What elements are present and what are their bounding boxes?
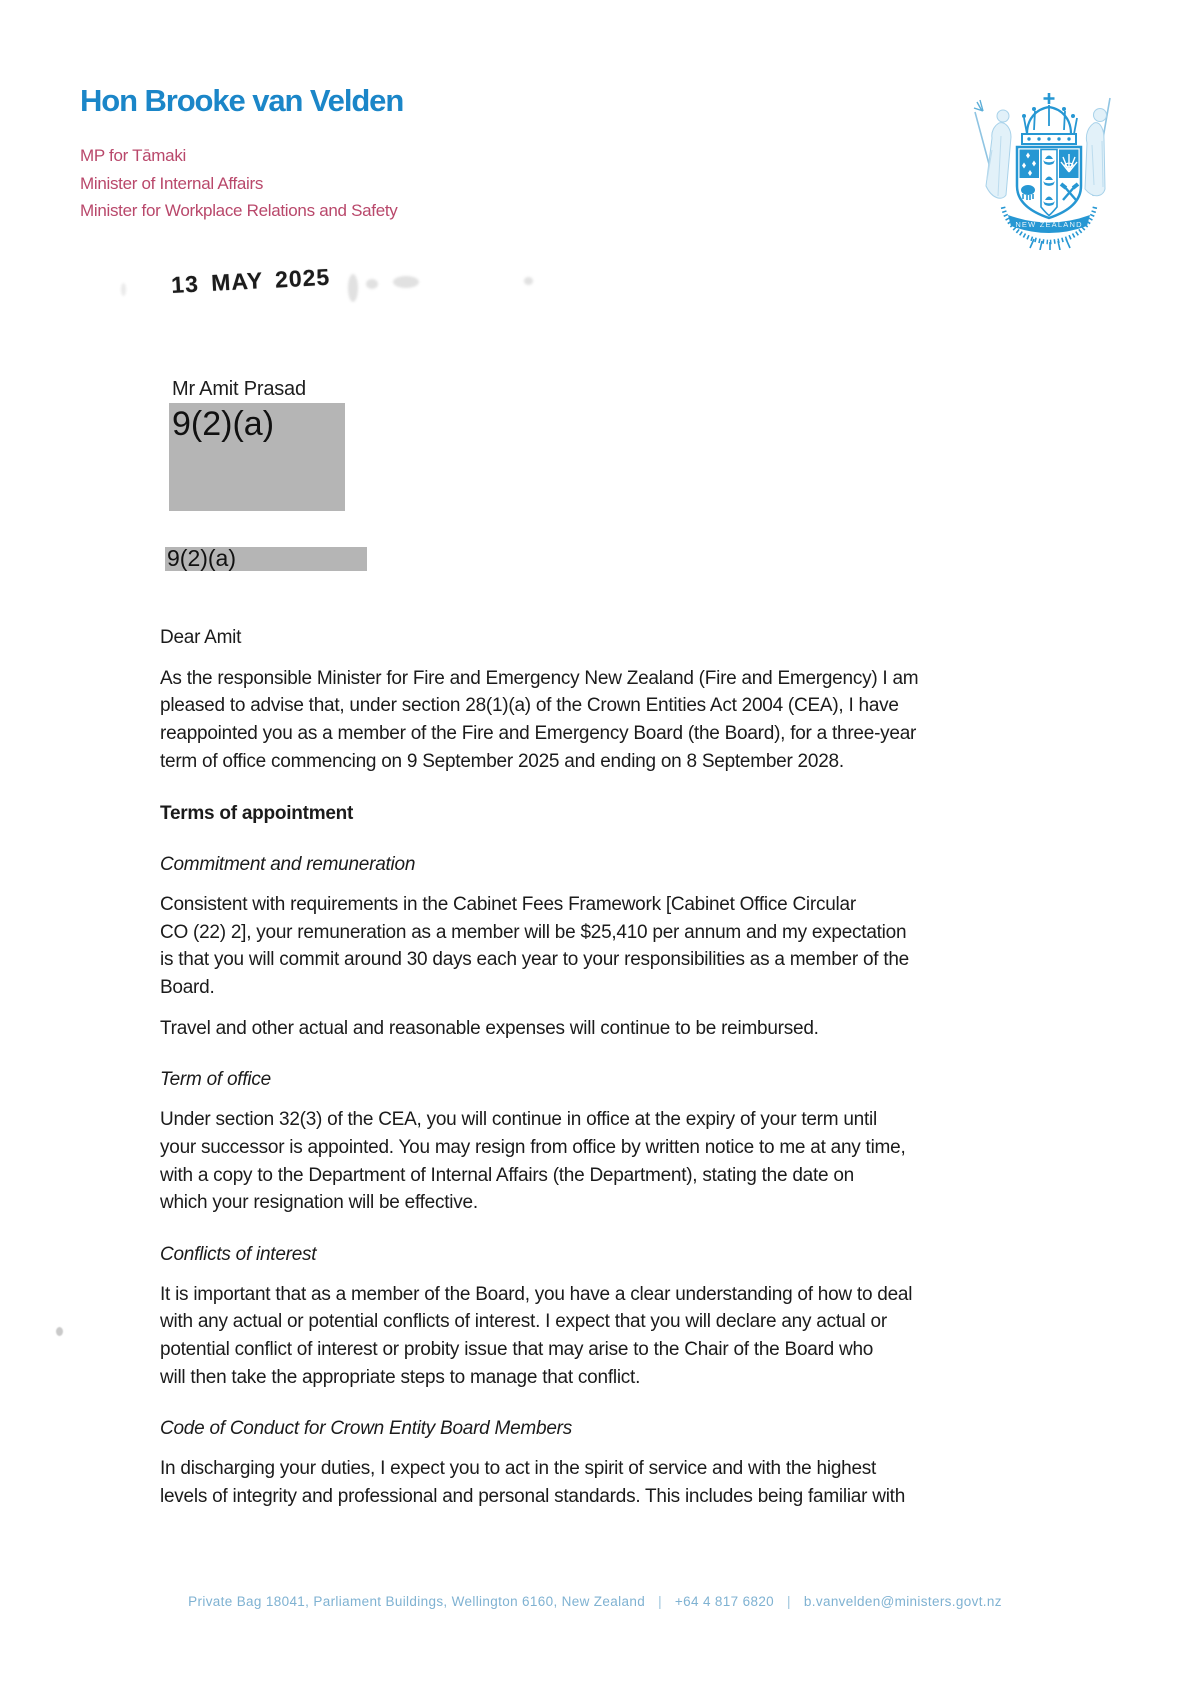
sender-name: Hon Brooke van Velden <box>80 83 404 118</box>
subheading-term-of-office: Term of office <box>160 1069 271 1091</box>
sender-role-internal-affairs: Minister of Internal Affairs <box>80 173 264 193</box>
heading-terms-of-appointment: Terms of appointment <box>160 802 354 824</box>
body-line: your successor is appointed. You may resign from office by written notice to me at any time, <box>160 1136 906 1158</box>
footer-email: b.vanvelden@ministers.govt.nz <box>803 1594 1002 1609</box>
body-line: is that you will commit around 30 days each year to your responsibilities as a member of the <box>160 949 909 971</box>
scan-smudge <box>121 283 126 296</box>
body-line: Under section 32(3) of the CEA, you will continue in office at the expiry of your term until <box>160 1109 877 1131</box>
letter-body <box>160 624 1000 1524</box>
body-line: will then take the appropriate steps to manage that conflict. <box>160 1366 641 1388</box>
body-line: Board. <box>160 977 215 999</box>
footer-separator: | <box>658 1594 662 1609</box>
subheading-commitment-and-remuneration: Commitment and remuneration <box>160 854 416 876</box>
paragraph-term-of-office <box>160 1106 1000 1217</box>
salutation: Dear Amit <box>160 627 242 648</box>
redaction-code: 9(2)(a) <box>172 405 275 443</box>
recipient-name: Mr Amit Prasad <box>172 378 306 400</box>
crest-banner-text: NEW ZEALAND <box>1015 220 1083 229</box>
scan-smudge <box>366 279 378 289</box>
body-line: with any actual or potential conflicts of interest. I expect that you will declare any actual or <box>160 1311 887 1333</box>
body-line: with a copy to the Department of Internal Affairs (the Department), stating the date on <box>160 1164 854 1186</box>
body-line: potential conflict of interest or probity issue that may arise to the Chair of the Board who <box>160 1339 874 1361</box>
body-line: levels of integrity and professional and personal standards. This includes being familiar with <box>160 1485 906 1507</box>
body-line: CO (22) 2], your remuneration as a member will be $25,410 per annum and my expectation <box>160 921 907 943</box>
footer-separator: | <box>787 1594 791 1609</box>
nz-coat-of-arms-icon <box>962 90 1122 250</box>
redaction-code: 9(2)(a) <box>167 545 237 571</box>
footer <box>0 1594 1190 1609</box>
body-line: which your resignation will be effective. <box>160 1192 478 1214</box>
scan-smudge <box>56 1327 63 1336</box>
redaction-box-contact <box>165 547 367 571</box>
body-line: In discharging your duties, I expect you to act in the spirit of service and with the highest <box>160 1458 877 1480</box>
scan-smudge <box>348 274 358 302</box>
paragraph-remuneration <box>160 891 1000 1002</box>
body-line: term of office commencing on 9 September 2025 and ending on 8 September 2028. <box>160 750 844 772</box>
crest-right-supporter <box>1085 98 1110 196</box>
paragraph-expenses <box>160 1015 1000 1043</box>
body-line: reappointed you as a member of the Fire and Emergency Board (the Board), for a three-year <box>160 723 917 745</box>
date-stamp: 13 MAY 2025 <box>170 263 331 299</box>
body-line: Consistent with requirements in the Cabinet Fees Framework [Cabinet Office Circular <box>160 893 856 915</box>
scan-smudge <box>393 276 419 288</box>
body-line: pleased to advise that, under section 28(1)(a) of the Crown Entities Act 2004 (CEA), I have <box>160 695 899 717</box>
letterhead <box>80 84 403 225</box>
paragraph-conflicts <box>160 1281 1000 1392</box>
crest-shield <box>1017 147 1081 218</box>
subheading-code-of-conduct: Code of Conduct for Crown Entity Board Members <box>160 1418 572 1440</box>
footer-address: Private Bag 18041, Parliament Buildings, Wellington 6160, New Zealand <box>188 1594 646 1609</box>
sender-role-mp: MP for Tāmaki <box>80 146 187 165</box>
body-line: It is important that as a member of the Board, you have a clear understanding of how to deal <box>160 1283 913 1305</box>
subheading-conflicts-of-interest: Conflicts of interest <box>160 1243 317 1265</box>
sender-role-workplace-relations: Minister for Workplace Relations and Safety <box>80 201 398 220</box>
scan-smudge <box>524 277 533 285</box>
body-line: As the responsible Minister for Fire and Emergency New Zealand (Fire and Emergency) I am <box>160 667 919 689</box>
redaction-box-address <box>169 403 345 511</box>
paragraph-code-of-conduct <box>160 1455 1000 1510</box>
footer-phone: +64 4 817 6820 <box>674 1594 775 1609</box>
sender-roles <box>80 142 403 225</box>
crest-left-supporter <box>974 100 1011 198</box>
paragraph-reappointment <box>160 665 1000 776</box>
body-line: Travel and other actual and reasonable expenses will continue to be reimbursed. <box>160 1017 819 1039</box>
crest-crown <box>1022 93 1077 144</box>
